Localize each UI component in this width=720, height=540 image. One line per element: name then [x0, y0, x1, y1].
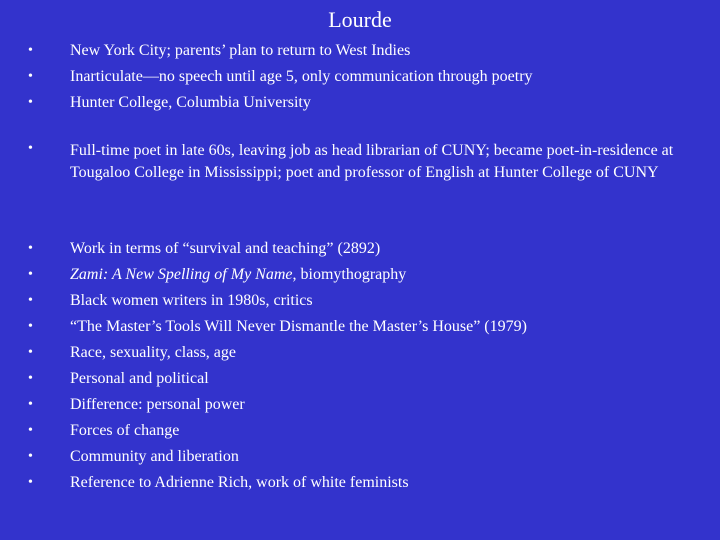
bullet-item: [0, 64, 720, 90]
bullet-text: Work in terms of “survival and teaching” (2892): [70, 240, 381, 257]
bullet-icon: •: [28, 95, 33, 110]
bullet-text: “The Master’s Tools Will Never Dismantle the Master’s House” (1979): [70, 318, 527, 335]
bullet-text: Race, sexuality, class, age: [70, 344, 237, 361]
bullet-icon: •: [28, 319, 33, 334]
bullet-group-work: [0, 236, 720, 496]
bullet-icon: •: [28, 397, 33, 412]
bullet-item: [0, 262, 720, 288]
bullet-item: [0, 340, 720, 366]
bullet-icon: •: [28, 43, 33, 58]
bullet-icon: •: [28, 371, 33, 386]
bullet-text: Black women writers in 1980s, critics: [70, 292, 313, 309]
bullet-icon: •: [28, 267, 33, 282]
bullet-icon: •: [28, 449, 33, 464]
bullet-text: Inarticulate—no speech until age 5, only communication through poetry: [70, 68, 533, 85]
bullet-icon: •: [28, 241, 33, 256]
bullet-item: [0, 140, 720, 184]
bullet-group-career: [0, 140, 720, 184]
bullet-icon: •: [28, 475, 33, 490]
bullet-text: Forces of change: [70, 422, 180, 439]
book-title: Zami: A New Spelling of My Name: [70, 266, 293, 283]
bullet-text: Personal and political: [70, 370, 209, 387]
bullet-item: [0, 236, 720, 262]
bullet-item: [0, 418, 720, 444]
bullet-text: , biomythography: [292, 266, 407, 283]
bullet-item: [0, 366, 720, 392]
bullet-icon: •: [28, 69, 33, 84]
bullet-text: Hunter College, Columbia University: [70, 94, 311, 111]
bullet-text: Full-time poet in late 60s, leaving job as head librarian of CUNY; became poet-in-residence at Tougaloo College in Mississippi; poet and professor of English at Hunter College of CUNY: [70, 142, 674, 181]
bullet-item: [0, 392, 720, 418]
bullet-item: [0, 38, 720, 64]
bullet-icon: •: [28, 141, 33, 156]
bullet-icon: •: [28, 423, 33, 438]
bullet-item: [0, 444, 720, 470]
bullet-icon: •: [28, 293, 33, 308]
bullet-text: Community and liberation: [70, 448, 239, 465]
bullet-text: New York City; parents’ plan to return to West Indies: [70, 42, 411, 59]
bullet-item: [0, 470, 720, 496]
bullet-item: [0, 90, 720, 116]
bullet-text: Reference to Adrienne Rich, work of white feminists: [70, 474, 409, 491]
bullet-group-background: [0, 38, 720, 116]
bullet-item: [0, 314, 720, 340]
slide-title: Lourde: [328, 7, 392, 32]
bullet-icon: •: [28, 345, 33, 360]
bullet-item: [0, 288, 720, 314]
bullet-text: Difference: personal power: [70, 396, 245, 413]
